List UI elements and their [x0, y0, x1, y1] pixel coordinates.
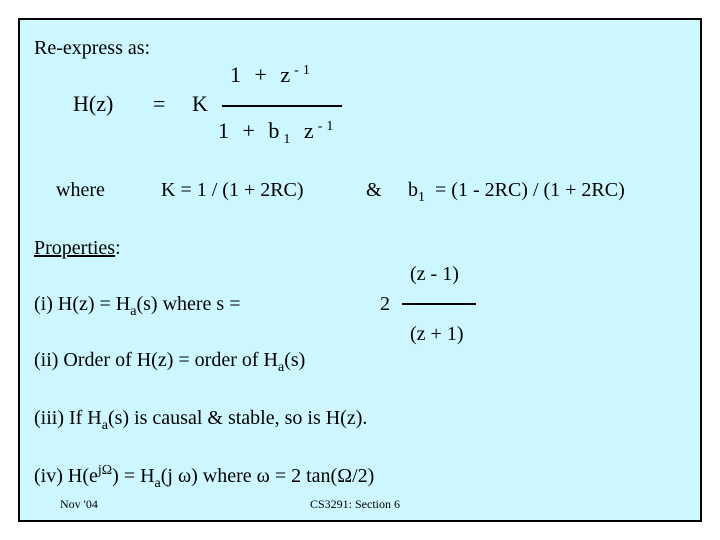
- property-i-fraction-bar: [402, 303, 476, 305]
- equals-sign: =: [153, 91, 166, 116]
- fraction-denominator: $1 + b_1$ $z^{-1}$: [218, 118, 338, 147]
- footer-date: Nov '04: [60, 497, 98, 511]
- fraction-bar: [222, 105, 342, 107]
- heading: Re-express as:: [34, 37, 151, 59]
- property-i-coef: 2: [380, 293, 390, 315]
- property-iv: (iv) $H(e^{j\Omega}) = H_a(j$ ω) where ω = 2 tan(Ω/2): [34, 463, 375, 491]
- property-ii: (ii) Order of H(z) = order of $H_a(s)$: [34, 349, 306, 375]
- b1-definition: $b_1 = (1 - 2RC) / (1 + 2RC)$: [408, 179, 625, 205]
- gain-k: K: [192, 91, 208, 116]
- ampersand: &: [366, 179, 382, 201]
- properties-title: Properties:: [34, 237, 121, 259]
- property-i-denominator: (z + 1): [410, 323, 464, 345]
- fraction-numerator: $1 + z^{-1}$: [230, 62, 314, 87]
- property-iii: (iii) If $H_a(s)$ is causal & stable, so is H(z).: [34, 407, 368, 433]
- property-i-numerator: (z - 1): [410, 263, 459, 285]
- slide: [18, 18, 702, 522]
- footer-course: CS3291: Section 6: [310, 497, 401, 511]
- lhs-hz: H(z): [73, 91, 114, 116]
- property-i: (i) $H(z) = H_a(s)$ where s =: [34, 293, 241, 319]
- k-definition: K = 1 / (1 + 2RC): [161, 179, 304, 201]
- where-label: where: [56, 179, 105, 201]
